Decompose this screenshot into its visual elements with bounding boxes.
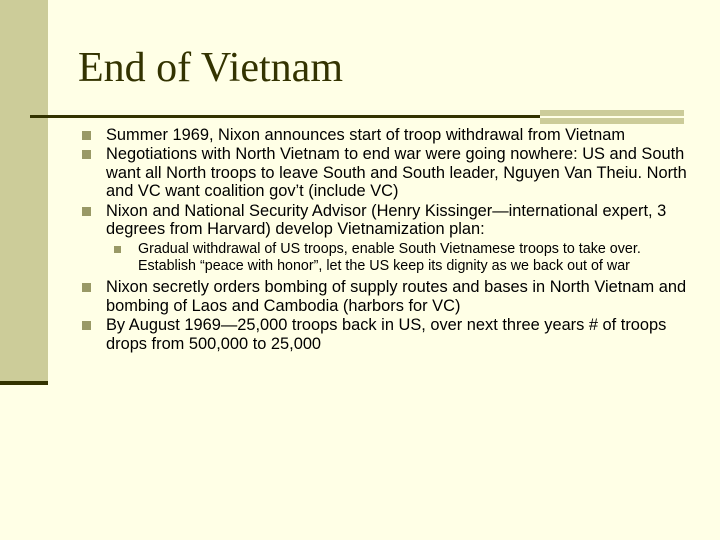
left-accent-bar (0, 0, 48, 385)
sub-bullet-item (114, 241, 692, 275)
bullet-item (82, 126, 692, 144)
slide-body (82, 126, 692, 354)
bullet-text: Negotiations with North Vietnam to end war were going nowhere: US and South want all North troops to leave South and South leader, Nguyen Van Theiu. North and VC want coalition gov’t (include VC) (106, 145, 687, 201)
bullet-text: Nixon and National Security Advisor (Henry Kissinger—international expert, 3 degrees from Harvard) develop Vietnamization plan: (106, 201, 667, 239)
square-bullet-icon (82, 283, 91, 292)
left-accent-bar-shadow (0, 381, 48, 385)
bullet-text: By August 1969—25,000 troops back in US, over next three years # of troops drops from 500,000 to 25,000 (106, 316, 667, 353)
title-divider-accent (540, 118, 684, 124)
title-divider-accent (540, 110, 684, 116)
square-bullet-icon (82, 131, 91, 140)
square-bullet-icon (82, 321, 91, 330)
square-bullet-icon (82, 207, 91, 216)
square-bullet-icon (82, 150, 91, 159)
bullet-item (82, 278, 692, 315)
bullet-text: Summer 1969, Nixon announces start of troop withdrawal from Vietnam (106, 126, 625, 144)
title-divider (30, 115, 540, 118)
bullet-item (82, 145, 692, 200)
bullet-text: Nixon secretly orders bombing of supply routes and bases in North Vietnam and bombing of Laos and Cambodia (harbors for VC) (106, 278, 687, 315)
sub-bullet-text: Gradual withdrawal of US troops, enable South Vietnamese troops to take over. Establish “peace with honor”, let the US keep its dignity as we back out of war (138, 241, 641, 275)
slide-title: End of Vietnam (78, 45, 343, 91)
square-bullet-icon (114, 246, 121, 253)
bullet-item (82, 202, 692, 239)
bullet-item (82, 316, 692, 353)
